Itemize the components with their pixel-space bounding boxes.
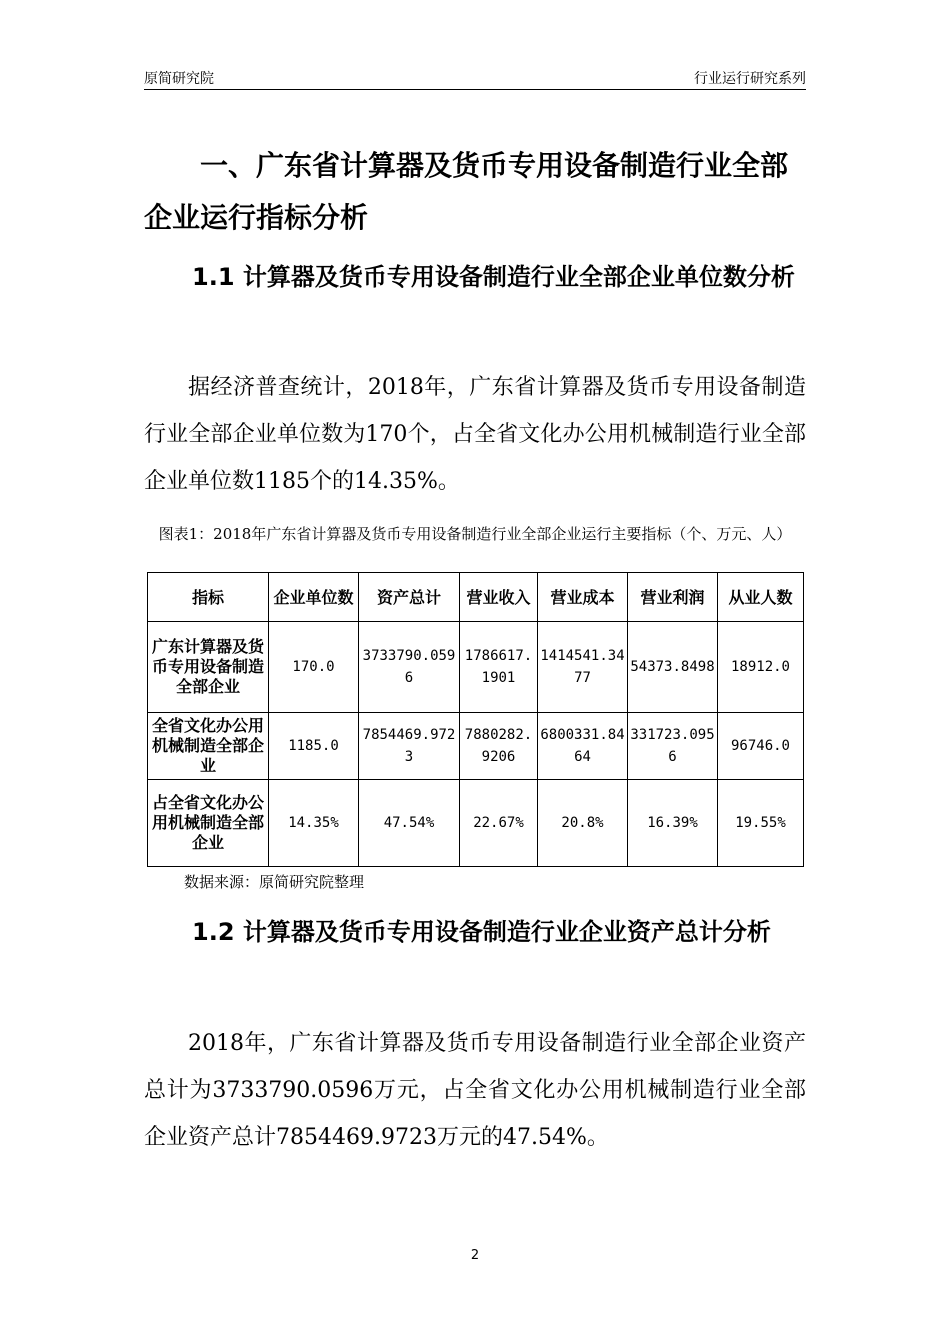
section-paragraph-1-2: 2018年，广东省计算器及货币专用设备制造行业全部企业资产总计为3733790.0596万元，占全省文化办公用机械制造行业全部企业资产总计7854469.9723万元的47.54%。 [144, 1031, 806, 1150]
table-row-label: 广东计算器及货币专用设备制造全部企业 [148, 622, 269, 713]
table-source-note: 数据来源：原简研究院整理 [184, 873, 365, 891]
table-cell: 331723.0956 [628, 713, 718, 780]
table-cell: 14.35% [269, 780, 359, 867]
table-header-cell: 营业收入 [460, 573, 538, 622]
header-series-name: 行业运行研究系列 [694, 71, 806, 87]
table-header-cell: 从业人数 [718, 573, 804, 622]
table-caption: 图表1：2018年广东省计算器及货币专用设备制造行业全部企业运行主要指标（个、万元、人） [158, 525, 792, 543]
table-row [148, 713, 804, 780]
table-header-cell: 营业利润 [628, 573, 718, 622]
table-cell: 1786617.1901 [460, 622, 538, 713]
table-cell: 22.67% [460, 780, 538, 867]
section-heading-1-2: 1.2 计算器及货币专用设备制造行业企业资产总计分析 [192, 918, 771, 946]
page-header [144, 68, 806, 88]
page-number: 2 [470, 1248, 480, 1263]
section-paragraph-1-1: 据经济普查统计，2018年，广东省计算器及货币专用设备制造行业全部企业单位数为170个，占全省文化办公用机械制造行业全部企业单位数1185个的14.35%。 [144, 375, 806, 494]
table-header-cell: 指标 [148, 573, 269, 622]
table-cell: 20.8% [538, 780, 628, 867]
table-cell: 19.55% [718, 780, 804, 867]
table-header-cell: 资产总计 [359, 573, 460, 622]
table-cell: 7880282.9206 [460, 713, 538, 780]
chapter-title: 一、广东省计算器及货币专用设备制造行业全部企业运行指标分析 [144, 149, 789, 234]
table-cell: 7854469.9723 [359, 713, 460, 780]
table-row [148, 622, 804, 713]
section-heading-1-1: 1.1 计算器及货币专用设备制造行业全部企业单位数分析 [192, 263, 795, 291]
table-header-row [148, 573, 804, 622]
table-row-label: 占全省文化办公用机械制造全部企业 [148, 780, 269, 867]
table-cell: 3733790.0596 [359, 622, 460, 713]
table-header-cell: 营业成本 [538, 573, 628, 622]
table-cell: 6800331.8464 [538, 713, 628, 780]
table-cell: 54373.8498 [628, 622, 718, 713]
table-cell: 18912.0 [718, 622, 804, 713]
table-row [148, 780, 804, 867]
table-cell: 1414541.3477 [538, 622, 628, 713]
header-divider [144, 89, 806, 90]
table-cell: 16.39% [628, 780, 718, 867]
table-header-cell: 企业单位数 [269, 573, 359, 622]
table-cell: 47.54% [359, 780, 460, 867]
table-cell: 170.0 [269, 622, 359, 713]
table-row-label: 全省文化办公用机械制造全部企业 [148, 713, 269, 780]
indicator-table [147, 572, 804, 867]
table-cell: 1185.0 [269, 713, 359, 780]
header-org-name: 原简研究院 [144, 71, 214, 87]
table-cell: 96746.0 [718, 713, 804, 780]
